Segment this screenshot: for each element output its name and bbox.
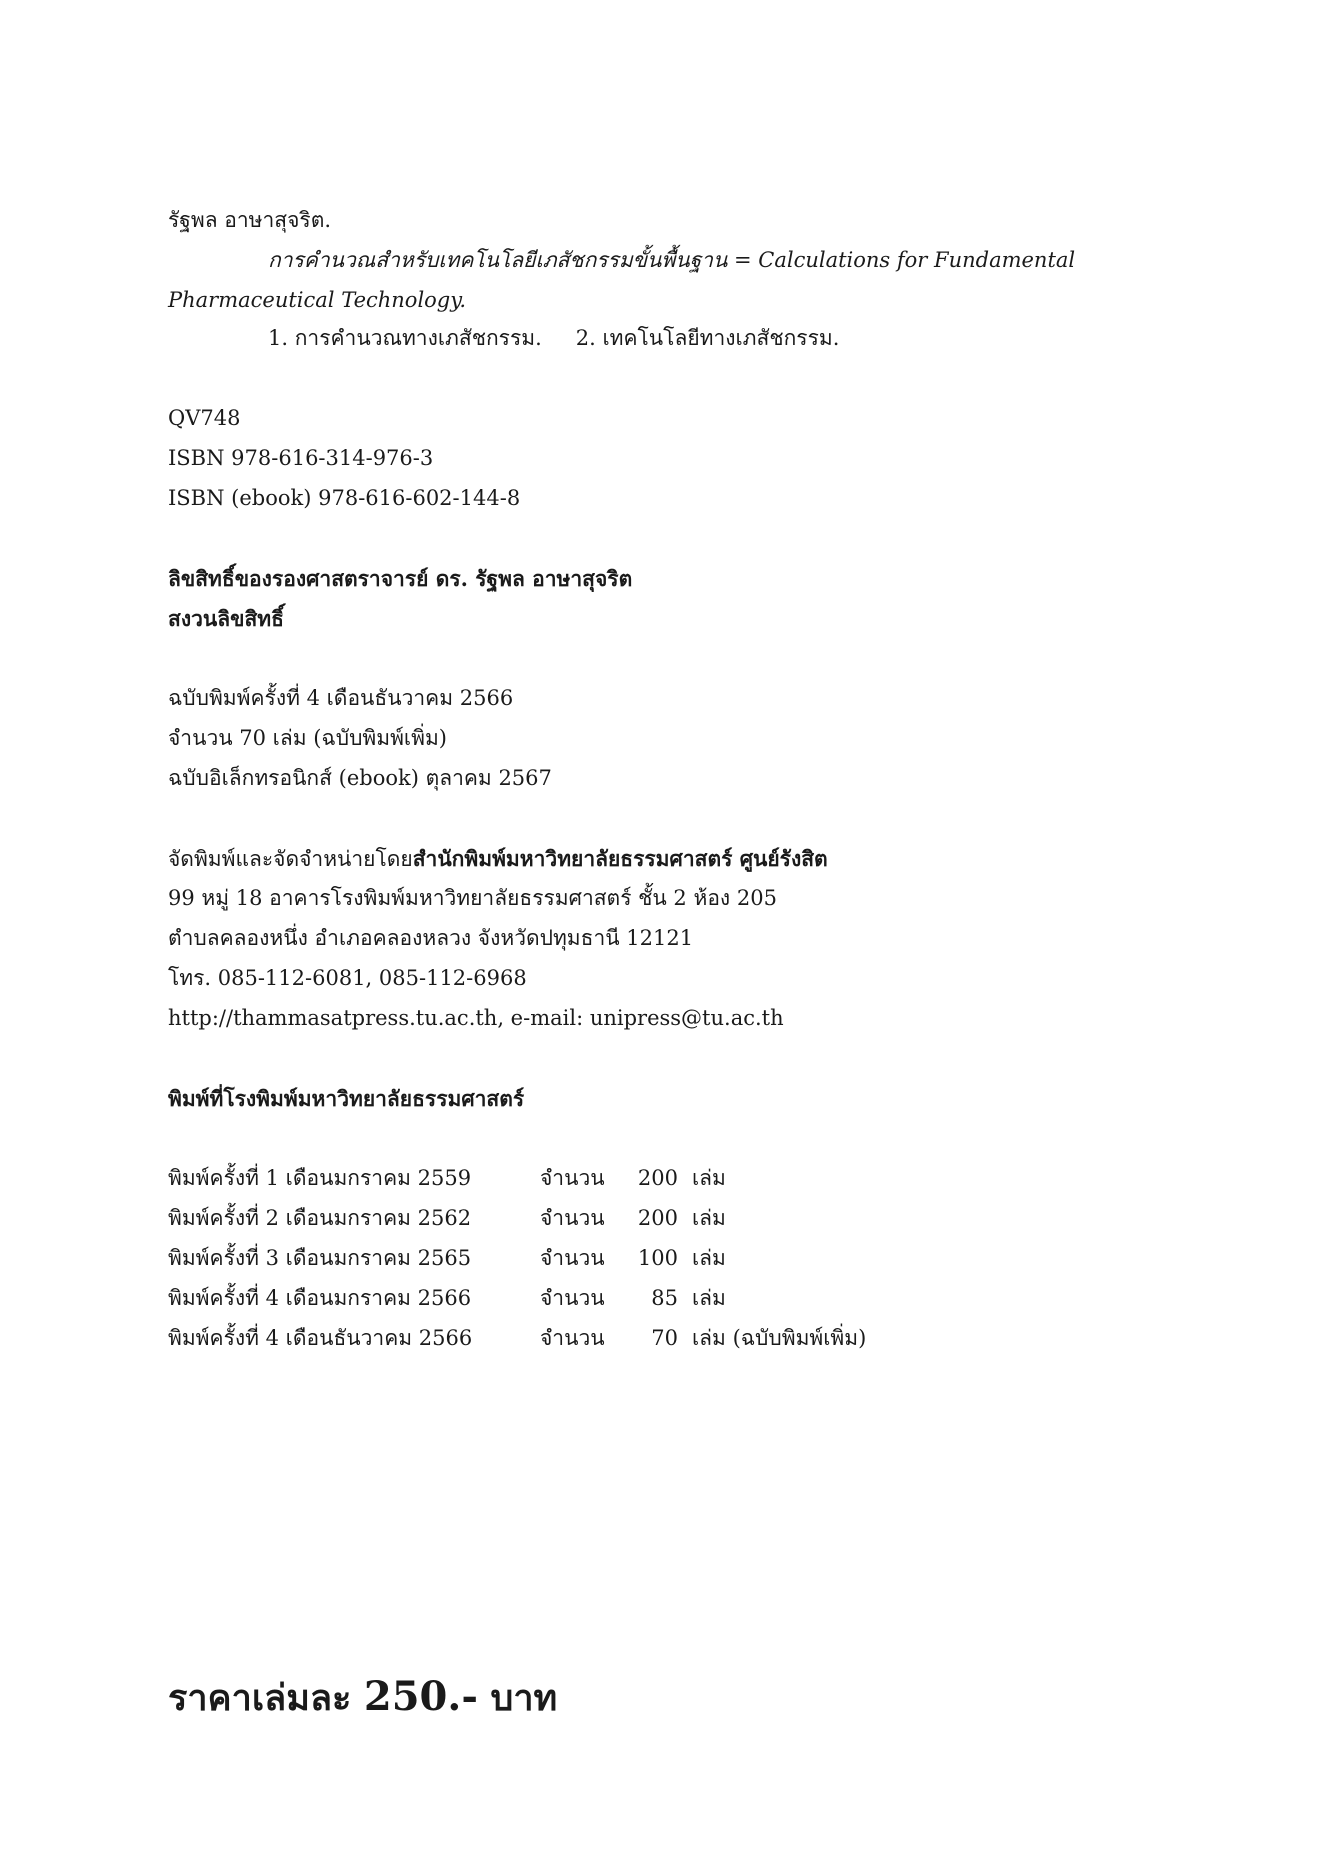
print-history-row: พิมพ์ครั้งที่ 1 เดือนมกราคม 2559 จำนวน 200 เล่ม (168, 1166, 726, 1190)
address-line-1: 99 หมู่ 18 อาคารโรงพิมพ์มหาวิทยาลัยธรรมศาสตร์ ชั้น 2 ห้อง 205 (168, 886, 777, 910)
print-history-row: พิมพ์ครั้งที่ 4 เดือนมกราคม 2566 จำนวน 85 เล่ม (168, 1286, 726, 1310)
isbn: ISBN 978-616-314-976-3 (168, 446, 434, 470)
publisher-name: สำนักพิมพ์มหาวิทยาลัยธรรมศาสตร์ ศูนย์รังสิต (412, 846, 828, 871)
subject-headings (268, 328, 839, 349)
subject-1: 1. การคำนวณทางเภสัชกรรม. (268, 326, 542, 350)
call-number: QV748 (168, 406, 241, 430)
copyright-holder: ลิขสิทธิ์ของรองศาสตราจารย์ ดร. รัฐพล อาษาสุจริต (168, 566, 633, 591)
price-value: 250.- (363, 1673, 478, 1720)
subject-2: 2. เทคโนโลยีทางเภสัชกรรม. (575, 326, 840, 350)
copyright-reserved: สงวนลิขสิทธิ์ (168, 606, 284, 631)
price-line (168, 1673, 558, 1720)
print-history-row: พิมพ์ครั้งที่ 3 เดือนมกราคม 2565 จำนวน 100 เล่ม (168, 1246, 726, 1270)
phone-line: โทร. 085-112-6081, 085-112-6968 (168, 966, 527, 990)
web-email-line: http://thammasatpress.tu.ac.th, e-mail: unipress@tu.ac.th (168, 1006, 784, 1030)
isbn-ebook: ISBN (ebook) 978-616-602-144-8 (168, 486, 521, 510)
author-line: รัฐพล อาษาสุจริต. (168, 208, 332, 232)
printer-line: พิมพ์ที่โรงพิมพ์มหาวิทยาลัยธรรมศาสตร์ (168, 1086, 525, 1111)
edition-line-3: ฉบับอิเล็กทรอนิกส์ (ebook) ตุลาคม 2567 (168, 766, 552, 790)
edition-line-1: ฉบับพิมพ์ครั้งที่ 4 เดือนธันวาคม 2566 (168, 686, 514, 710)
price-unit: บาท (490, 1677, 558, 1719)
address-line-2: ตำบลคลองหนึ่ง อำเภอคลองหลวง จังหวัดปทุมธานี 12121 (168, 926, 694, 950)
title-line-1: การคำนวณสำหรับเทคโนโลยีเภสัชกรรมขั้นพื้นฐาน = Calculations for Fundamental (268, 248, 1076, 272)
publisher-line (168, 848, 828, 870)
edition-line-2: จำนวน 70 เล่ม (ฉบับพิมพ์เพิ่ม) (168, 726, 447, 750)
print-history-row: พิมพ์ครั้งที่ 4 เดือนธันวาคม 2566 จำนวน 70 เล่ม (ฉบับพิมพ์เพิ่ม) (168, 1326, 867, 1350)
publisher-prefix: จัดพิมพ์และจัดจำหน่ายโดย (168, 847, 413, 871)
price-prefix: ราคาเล่มละ (168, 1677, 352, 1719)
print-history-row: พิมพ์ครั้งที่ 2 เดือนมกราคม 2562 จำนวน 200 เล่ม (168, 1206, 726, 1230)
title-line-2: Pharmaceutical Technology. (168, 288, 466, 312)
